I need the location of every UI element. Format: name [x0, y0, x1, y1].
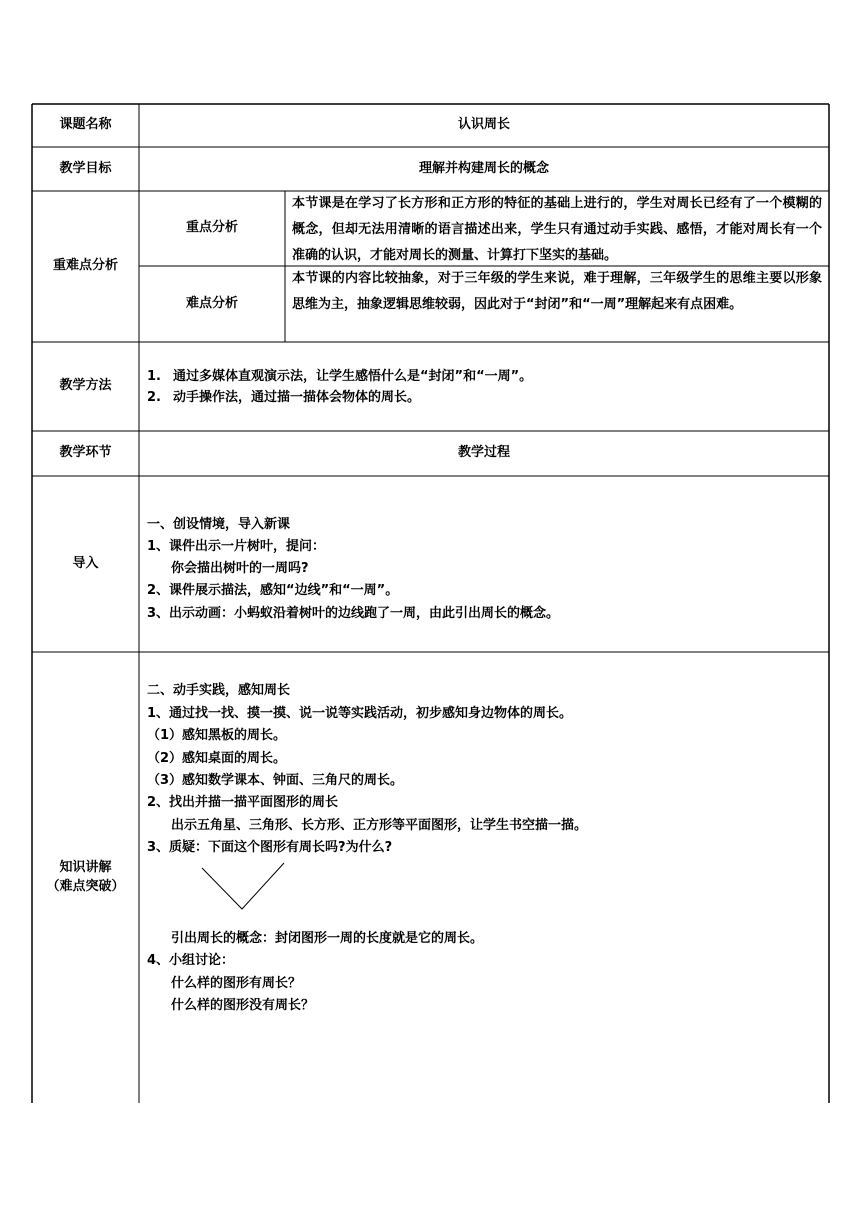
- list-item-number: 1.: [147, 369, 161, 384]
- teaching-goal-value: 理解并构建周长的概念: [418, 160, 549, 176]
- stage-value: 教学过程: [457, 445, 510, 461]
- intro-content: [147, 476, 827, 652]
- difficult-point-label: 难点分析: [185, 295, 238, 311]
- stage-label: 教学环节: [59, 445, 112, 461]
- intro-line: 一、创设情境，导入新课: [147, 517, 291, 532]
- knowledge-line: 出示五角星、三角形、长方形、正方形等平面图形，让学生书空描一描。: [171, 818, 588, 833]
- intro-line: 2、课件展示描法，感知“边线”和“一周”。: [147, 583, 399, 598]
- knowledge-line: 1、通过找一找、摸一摸、说一说等实践活动，初步感知身边物体的周长。: [147, 706, 573, 721]
- method-list: [147, 366, 817, 408]
- intro-line: 3、出示动画：小蚂蚁沿着树叶的边线跑了一周，由此引出周长的概念。: [147, 606, 560, 621]
- knowledge-line: （3）感知数学课本、钟面、三角尺的周长。: [147, 773, 404, 788]
- knowledge-line: （2）感知桌面的周长。: [147, 751, 287, 766]
- list-item: [147, 387, 817, 408]
- key-point-label: 重点分析: [185, 220, 238, 236]
- course-name-value: 认识周长: [457, 117, 510, 133]
- knowledge-label-line1: 知识讲解: [59, 859, 112, 875]
- list-item-text: 动手操作法，通过描一描体会物体的周长。: [173, 390, 421, 405]
- knowledge-line: 2、找出并描一描平面图形的周长: [147, 795, 339, 810]
- analysis-label: 重难点分析: [52, 258, 118, 274]
- knowledge-label-line2: （难点突破）: [46, 878, 125, 894]
- knowledge-line: 引出周长的概念：封闭图形一周的长度就是它的周长。: [171, 931, 484, 946]
- teaching-goal-label: 教学目标: [59, 160, 112, 176]
- knowledge-line: 二、动手实践，感知周长: [147, 683, 291, 698]
- intro-label: 导入: [72, 555, 99, 571]
- intro-line: 1、课件出示一片树叶，提问：: [147, 539, 326, 554]
- key-point-text: 本节课是在学习了长方形和正方形的特征的基础上进行的，学生对周长已经有了一个模糊的概念，但却无法用清晰的语言描述出来，学生只有通过动手实践、感悟，才能对周长有一个准确的认识，才能对周长的测量、计算打下坚实的基础。: [292, 196, 822, 263]
- knowledge-label: [32, 652, 139, 1103]
- course-name-label: 课题名称: [59, 117, 112, 133]
- knowledge-line: （1）感知黑板的周长。: [147, 728, 287, 743]
- method-label: 教学方法: [59, 378, 112, 394]
- list-item: [147, 366, 817, 387]
- list-item-number: 2.: [147, 390, 161, 405]
- difficult-point-text: 本节课的内容比较抽象，对于三年级的学生来说，难于理解，三年级学生的思维主要以形象思维为主，抽象逻辑思维较弱，因此对于“封闭”和“一周”理解起来有点困难。: [292, 271, 822, 312]
- list-item-text: 通过多媒体直观演示法，让学生感悟什么是“封闭”和“一周”。: [173, 369, 533, 384]
- knowledge-content: [147, 652, 827, 1103]
- knowledge-line: 什么样的图形没有周长？: [171, 998, 315, 1013]
- knowledge-line: 什么样的图形有周长？: [171, 976, 302, 991]
- knowledge-line: 3、质疑：下面这个图形有周长吗?为什么?: [147, 840, 393, 855]
- knowledge-line: 4、小组讨论：: [147, 953, 235, 968]
- intro-line: 你会描出树叶的一周吗?: [171, 561, 309, 576]
